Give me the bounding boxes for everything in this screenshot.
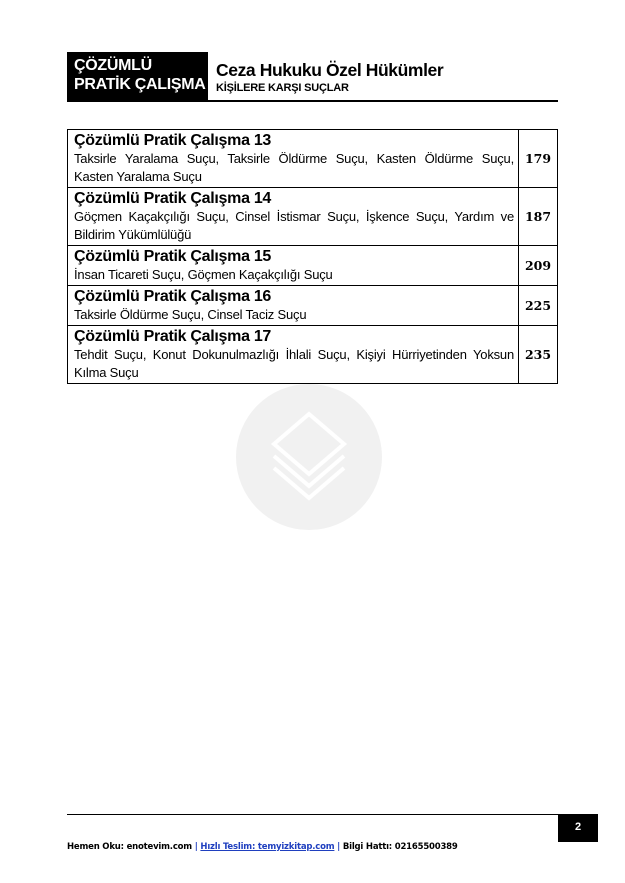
toc-entry-description: Tehdit Suçu, Konut Dokunulmazlığı İhlali Suçu, Kişiyi Hürriyetinden Yoksun Kılma Suçu <box>74 347 514 380</box>
badge-line-2: PRATİK ÇALIŞMA <box>74 76 206 93</box>
toc-entry-title: Çözümlü Pratik Çalışma 16 <box>74 288 272 305</box>
toc-row <box>68 130 558 188</box>
book-subtitle: KİŞİLERE KARŞI SUÇLAR <box>216 82 349 94</box>
header-badge <box>67 52 208 100</box>
footer-phone: Bilgi Hattı: 02165500389 <box>342 842 458 852</box>
footer-separator: | <box>337 842 341 852</box>
footer-read-link[interactable]: Hemen Oku: enotevim.com <box>67 842 192 852</box>
watermark-logo <box>236 384 382 530</box>
toc-entry-description: Taksirle Öldürme Suçu, Cinsel Taciz Suçu <box>74 307 307 322</box>
toc-entry-title: Çözümlü Pratik Çalışma 15 <box>74 248 272 265</box>
toc-page-number: 235 <box>519 326 558 384</box>
toc-row <box>68 246 558 286</box>
toc-entry <box>68 246 519 286</box>
toc-entry-description: İnsan Ticareti Suçu, Göçmen Kaçakçılığı Suçu <box>74 267 333 282</box>
toc-page-number: 225 <box>519 286 558 326</box>
footer-info <box>67 842 458 852</box>
toc-entry <box>68 130 519 188</box>
footer-divider <box>67 814 598 815</box>
toc-entry <box>68 326 519 384</box>
toc-page-number: 209 <box>519 246 558 286</box>
toc-entry-title: Çözümlü Pratik Çalışma 13 <box>74 132 272 149</box>
toc-entry <box>68 286 519 326</box>
table-of-contents <box>67 129 558 384</box>
stacked-layers-icon <box>236 384 382 530</box>
badge-line-1: ÇÖZÜMLÜ <box>74 57 152 74</box>
toc-entry <box>68 188 519 246</box>
toc-entry-title: Çözümlü Pratik Çalışma 14 <box>74 190 272 207</box>
footer-delivery-link[interactable]: Hızlı Teslim: temyizkitap.com <box>200 842 335 852</box>
toc-page-number: 187 <box>519 188 558 246</box>
toc-page-number: 179 <box>519 130 558 188</box>
book-title: Ceza Hukuku Özel Hükümler <box>216 60 444 80</box>
toc-entry-title: Çözümlü Pratik Çalışma 17 <box>74 328 272 345</box>
page-number: 2 <box>558 814 598 842</box>
toc-entry-description: Taksirle Yaralama Suçu, Taksirle Öldürme Suçu, Kasten Öldürme Suçu, Kasten Yaralama Suçu <box>74 151 514 184</box>
header-divider <box>67 100 558 102</box>
footer-separator: | <box>194 842 198 852</box>
toc-row <box>68 286 558 326</box>
toc-row <box>68 188 558 246</box>
toc-entry-description: Göçmen Kaçakçılığı Suçu, Cinsel İstismar Suçu, İşkence Suçu, Yardım ve Bildirim Yükümlülüğü <box>74 209 514 242</box>
toc-row <box>68 326 558 384</box>
